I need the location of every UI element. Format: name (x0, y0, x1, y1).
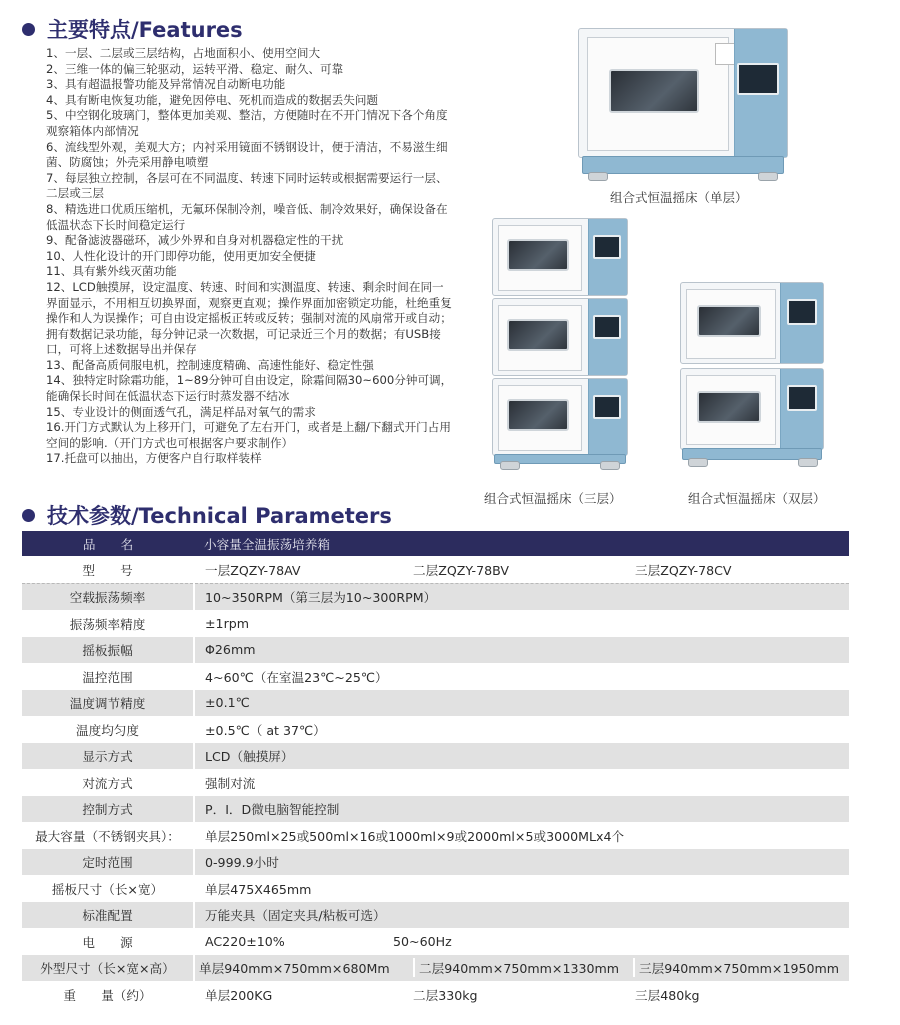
row-value: 单层475X465mm (205, 881, 312, 897)
feature-item: 9、配备滤波器磁环，减少外界和自身对机器稳定性的干扰 (46, 233, 344, 248)
table-row (22, 716, 849, 743)
double-layer-caption: 组合式恒温摇床（双层） (688, 491, 826, 506)
single-layer-shaker-image (578, 28, 794, 184)
table-row (22, 610, 849, 637)
row-label: 振荡频率精度 (22, 610, 194, 637)
table-row (22, 875, 849, 902)
params-title: 技术参数/Technical Parameters (47, 504, 392, 528)
table-row (22, 743, 849, 770)
feature-item: 4、具有断电恢复功能，避免因停电、死机而造成的数据丢失问题 (46, 92, 379, 107)
size-value: 单层940mm×750mm×680Mm (199, 958, 415, 977)
model-value: 三层ZQZY-78CV (635, 562, 732, 578)
feature-item: 6、流线型外观，美观大方；内衬采用镜面不锈钢设计，便于清洁，不易滋生细菌、防腐蚀；外壳采用静电喷塑 (46, 139, 448, 170)
feature-item: 2、三维一体的偏三轮驱动，运转平滑、稳定、耐久、可靠 (46, 61, 344, 76)
feature-item: 15、专业设计的侧面透气孔，满足样品对氧气的需求 (46, 404, 316, 419)
params-heading (22, 500, 392, 530)
features-list (46, 46, 454, 467)
table-row (22, 849, 849, 876)
table-row (22, 981, 849, 1008)
row-label: 温度均匀度 (22, 716, 194, 743)
row-label: 摇板振幅 (22, 637, 194, 664)
table-row (22, 663, 849, 690)
weight-value: 二层330kg (413, 987, 478, 1003)
triple-layer-shaker-image (492, 218, 630, 470)
row-label: 温度调节精度 (22, 690, 194, 717)
row-value: 10~350RPM（第三层为10~300RPM） (194, 583, 849, 610)
power-frequency: 50~60Hz (393, 933, 452, 949)
size-value: 二层940mm×750mm×1330mm (415, 958, 635, 977)
feature-item: 11、具有紫外线灭菌功能 (46, 264, 177, 279)
row-label: 摇板尺寸（长×宽） (22, 875, 194, 902)
feature-item: 1、一层、二层或三层结构，占地面积小、使用空间大 (46, 46, 321, 60)
bullet-dot-icon (22, 23, 35, 36)
features-heading (22, 14, 243, 44)
row-label: 定时范围 (22, 849, 194, 876)
row-value: P．I．D微电脑智能控制 (194, 796, 849, 823)
features-title: 主要特点/Features (47, 18, 243, 42)
table-row (22, 556, 849, 583)
row-value: ±0.5℃（ at 37℃） (205, 722, 326, 738)
row-value: 万能夹具（固定夹具/粘板可选） (194, 902, 849, 929)
table-row (22, 637, 849, 664)
weight-value: 单层200KG (205, 987, 273, 1003)
row-value: 单层250ml×25或500ml×16或1000ml×9或2000ml×5或3000MLx4个 (205, 828, 625, 844)
table-row (22, 583, 849, 610)
table-header-row (22, 531, 849, 556)
params-table (22, 531, 849, 1008)
table-row (22, 955, 849, 982)
feature-item: 12、LCD触摸屏，设定温度、转速、时间和实测温度、转速、剩余时间在同一界面显示，不用相互切换界面，观察更直观；操作界面加密锁定功能，杜绝重复操作和人为误操作；可自由设定摇板正转或反转；强制对流的风扇常开或自动；拥有数据记录功能，每分钟记录一次数据，可记录近三个月的数据；有USB接口，可将上述数据导出并保存 (46, 279, 452, 357)
feature-item: 17.托盘可以抽出，方便客户自行取样装样 (46, 451, 262, 466)
row-label: 标准配置 (22, 902, 194, 929)
table-row (22, 822, 849, 849)
row-value: Φ26mm (194, 637, 849, 664)
single-layer-caption: 组合式恒温摇床（单层） (610, 190, 748, 205)
table-row (22, 796, 849, 823)
feature-item: 10、人性化设计的开门即停功能，使用更加安全便捷 (46, 248, 316, 263)
feature-item: 16.开门方式默认为上移开门，可避免了左右开门，或者是上翻/下翻式开门占用空间的影响.（开门方式也可根据客户要求制作） (46, 420, 451, 450)
bullet-dot-icon (22, 509, 35, 522)
row-label: 控制方式 (22, 796, 194, 823)
row-label: 温控范围 (22, 663, 194, 690)
row-value: LCD（触摸屏） (194, 743, 849, 770)
row-value: 强制对流 (205, 775, 256, 791)
product-name-value: 小容量全温振荡培养箱 (194, 531, 849, 556)
feature-item: 14、独特定时除霜功能，1~89分钟可自由设定，除霜间隔30~600分钟可调，能确保长时间在低温状态下运行时蒸发器不结冰 (46, 373, 453, 404)
power-label: 电 源 (22, 928, 194, 955)
table-row (22, 690, 849, 717)
size-value: 三层940mm×750mm×1950mm (639, 961, 840, 977)
feature-item: 8、精选进口优质压缩机，无氟环保制冷剂，噪音低、制冷效果好，确保设备在低温状态下长时间稳定运行 (46, 201, 448, 232)
row-label: 显示方式 (22, 743, 194, 770)
feature-item: 13、配备高质伺服电机，控制速度精确、高速性能好、稳定性强 (46, 357, 374, 372)
triple-layer-caption: 组合式恒温摇床（三层） (484, 491, 622, 506)
product-name-label: 品 名 (22, 531, 194, 556)
model-value: 一层ZQZY-78AV (205, 562, 301, 578)
model-label: 型 号 (22, 556, 194, 583)
table-row (22, 902, 849, 929)
row-value: ±0.1℃ (194, 690, 849, 717)
row-value: 0-999.9小时 (194, 849, 849, 876)
row-value: 4~60℃（在室温23℃~25℃） (205, 669, 388, 685)
row-label: 空载振荡频率 (22, 583, 194, 610)
weight-label: 重 量（约） (22, 981, 194, 1008)
power-voltage: AC220±10% (205, 933, 285, 949)
table-row (22, 928, 849, 955)
size-label: 外型尺寸（长×宽×高） (22, 955, 194, 982)
weight-value: 三层480kg (635, 987, 700, 1003)
model-value: 二层ZQZY-78BV (413, 562, 509, 578)
feature-item: 3、具有超温报警功能及异常情况自动断电功能 (46, 77, 286, 92)
row-label: 最大容量（不锈钢夹具）： (22, 822, 194, 849)
double-layer-shaker-image (680, 282, 826, 472)
feature-item: 5、中空钢化玻璃门，整体更加美观、整洁，方便随时在不开门情况下各个角度观察箱体内部情况 (46, 108, 448, 138)
row-value: ±1rpm (205, 615, 250, 631)
row-label: 对流方式 (22, 769, 194, 796)
table-row (22, 769, 849, 796)
feature-item: 7、每层独立控制，各层可在不同温度、转速下同时运转或根据需要运行一层、二层或三层 (46, 170, 448, 201)
